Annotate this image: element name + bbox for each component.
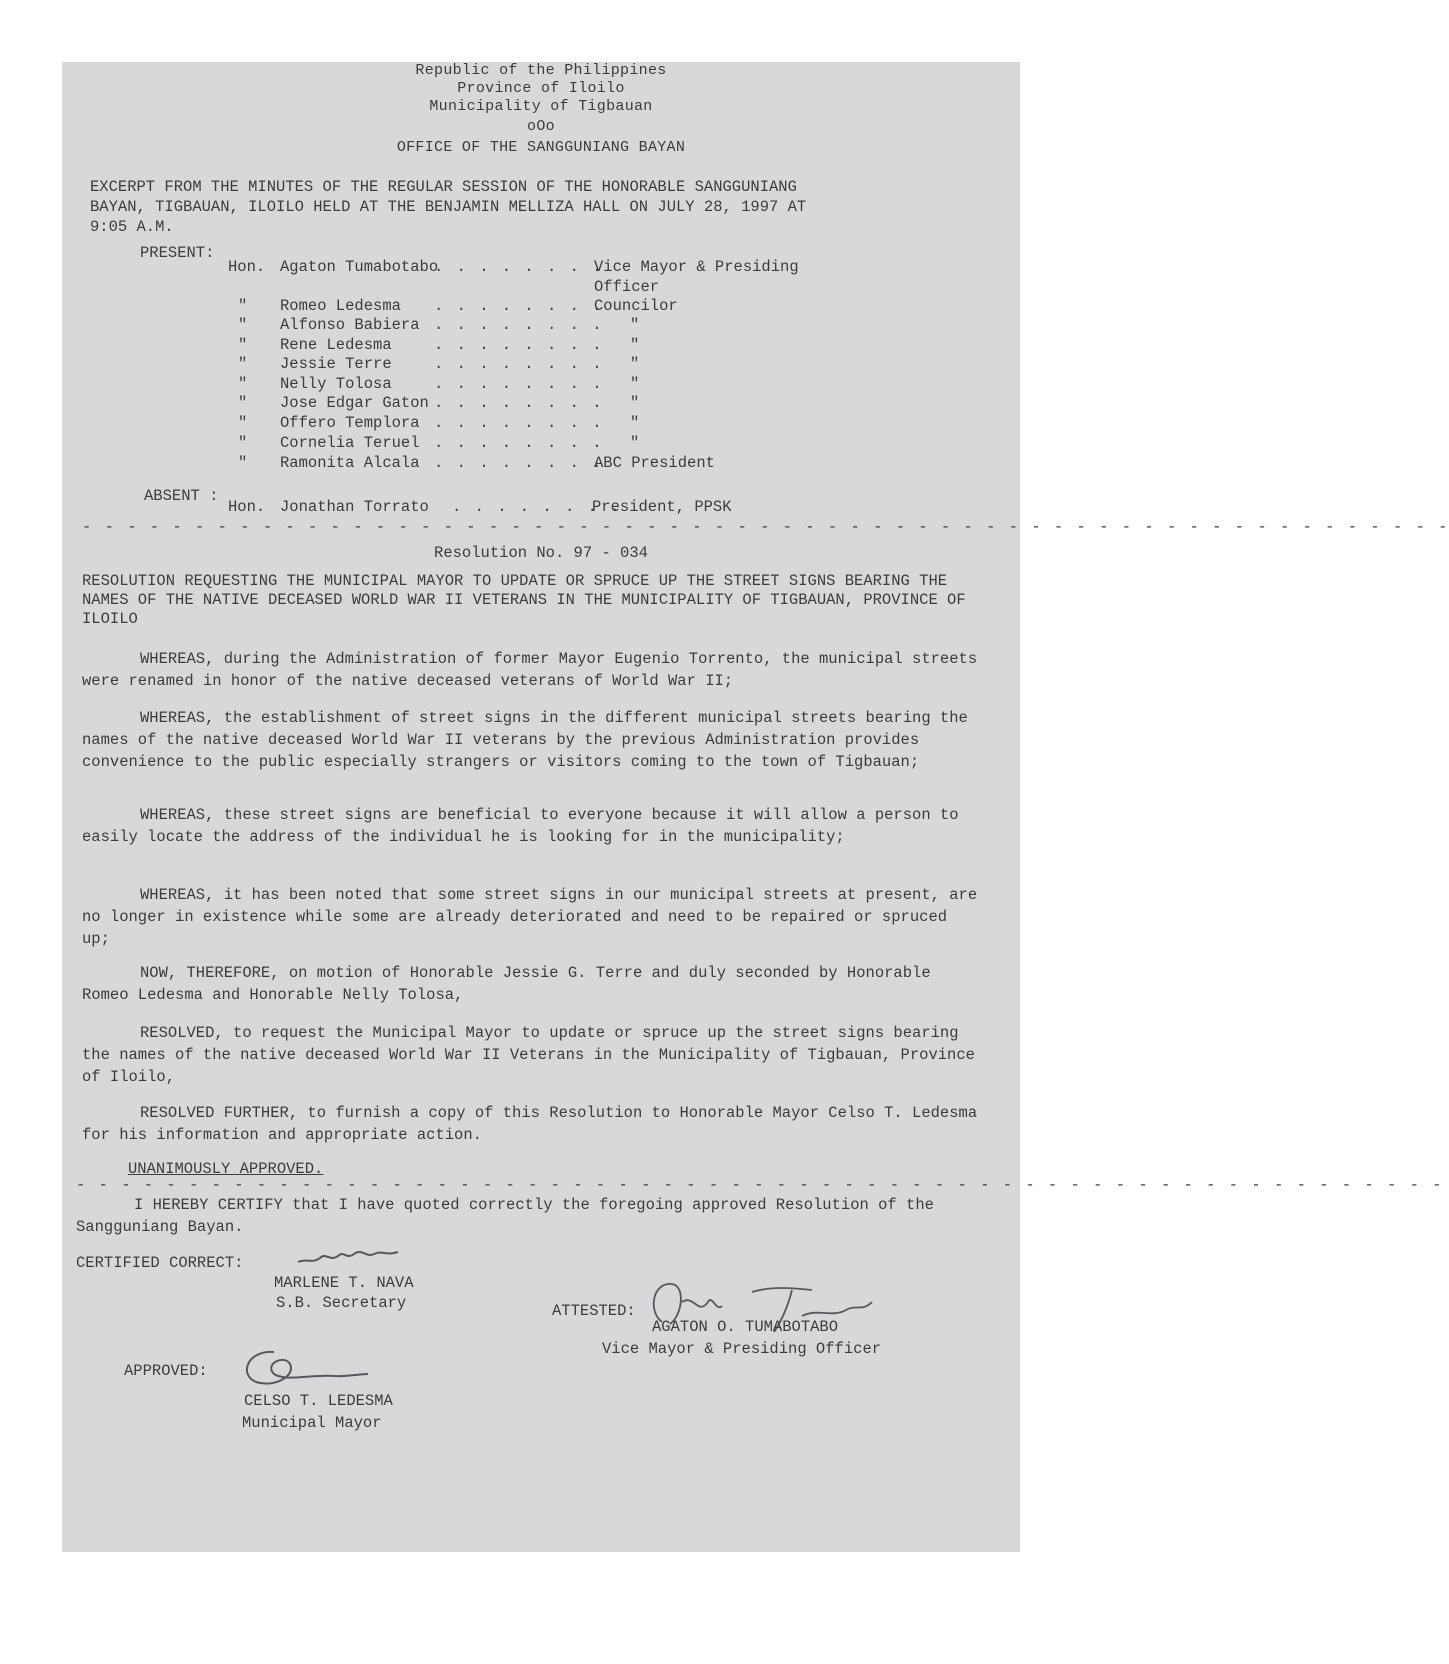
member-prefix: ": [238, 434, 248, 452]
member-role: Vice Mayor & Presiding: [594, 258, 799, 276]
leader-dots: . . . . . . . .: [434, 434, 604, 452]
vice-mayor-name: AGATON O. TUMABOTABO: [652, 1318, 839, 1336]
secretary-title: S.B. Secretary: [276, 1294, 407, 1312]
member-name: Jose Edgar Gaton: [280, 394, 429, 412]
certified-correct-label: CERTIFIED CORRECT:: [76, 1254, 244, 1272]
divider-bottom: - - - - - - - - - - - - - - - - - - - - - - - - - - - - - - - - - - - - - - - - - - - - - - - - - - - - - - - - - - - - -: [76, 1176, 1444, 1194]
member-role: Councilor: [594, 297, 678, 315]
absent-dots: . . . . . . . .: [452, 498, 622, 516]
member-prefix: ": [238, 336, 248, 354]
member-name: Romeo Ledesma: [280, 297, 401, 315]
header-line-3: Municipality of Tigbauan: [429, 98, 653, 115]
office-title: OFFICE OF THE SANGGUNIANG BAYAN: [396, 139, 686, 156]
absent-name: Jonathan Torrato: [280, 498, 429, 516]
member-role: ": [630, 316, 640, 334]
leader-dots: . . . . . . . .: [434, 394, 604, 412]
member-prefix: ": [238, 316, 248, 334]
document-page: [62, 62, 1449, 1552]
present-label: PRESENT:: [140, 244, 215, 262]
secretary-name: MARLENE T. NAVA: [274, 1274, 414, 1292]
member-prefix: Hon.: [228, 258, 266, 276]
leader-dots: . . . . . . . .: [434, 375, 604, 393]
resolution-number: Resolution No. 97 - 034: [434, 544, 648, 562]
leader-dots: . . . . . . . .: [434, 336, 604, 354]
member-prefix: ": [238, 375, 248, 393]
absent-role: President, PPSK: [592, 498, 732, 516]
whereas-3: WHEREAS, these street signs are beneficial to everyone because it will allow a person to easily locate the address of the individual he is looking for in the municipality;: [82, 806, 959, 846]
leader-dots: . . . . . . . .: [434, 297, 604, 315]
member-prefix: ": [238, 454, 248, 472]
secretary-signature: [294, 1240, 404, 1270]
absent-label: ABSENT :: [144, 487, 219, 505]
leader-dots: . . . . . . . .: [434, 316, 604, 334]
member-role: ": [630, 434, 640, 452]
absent-prefix: Hon.: [228, 498, 266, 516]
resolved: RESOLVED, to request the Municipal Mayor to update or spruce up the street signs bearing the names of the native deceased World War II Veterans in the Municipality of Tigbauan, Province of Iloilo,: [82, 1024, 975, 1086]
member-role: ": [630, 394, 640, 412]
whereas-4: WHEREAS, it has been noted that some street signs in our municipal streets at present, are no longer in existence while some are already deteriorated and need to be repaired or spruced up;: [82, 886, 978, 948]
member-name: Rene Ledesma: [280, 336, 392, 354]
member-prefix: ": [238, 297, 248, 315]
mayor-name: CELSO T. LEDESMA: [244, 1392, 393, 1410]
member-name: Ramonita Alcala: [280, 454, 420, 472]
member-name: Offero Templora: [280, 414, 420, 432]
leader-dots: . . . . . . . .: [434, 454, 604, 472]
member-role: Officer: [594, 278, 660, 296]
whereas-1: WHEREAS, during the Administration of former Mayor Eugenio Torrento, the municipal streets were renamed in honor of the native deceased veterans of World War II;: [82, 650, 978, 690]
whereas-2: WHEREAS, the establishment of street signs in the different municipal streets bearing the names of the native deceased World War II veterans by the previous Administration provides convenience to the public especially strangers or visitors coming to the town of Tigbauan;: [82, 709, 968, 771]
member-prefix: ": [238, 414, 248, 432]
approved-label: APPROVED:: [124, 1362, 208, 1380]
certify-statement: I HEREBY CERTIFY that I have quoted correctly the foregoing approved Resolution of the Sangguniang Bayan.: [76, 1196, 934, 1236]
member-role: ": [630, 336, 640, 354]
member-role: ": [630, 414, 640, 432]
unanimously-approved: UNANIMOUSLY APPROVED.: [128, 1160, 324, 1178]
member-name: Cornelia Teruel: [280, 434, 420, 452]
mayor-title: Municipal Mayor: [242, 1414, 382, 1432]
excerpt-line-1: EXCERPT FROM THE MINUTES OF THE REGULAR SESSION OF THE HONORABLE SANGGUNIANG: [90, 178, 797, 196]
member-name: Alfonso Babiera: [280, 316, 420, 334]
mayor-signature: [234, 1344, 374, 1390]
resolved-further: RESOLVED FURTHER, to furnish a copy of this Resolution to Honorable Mayor Celso T. Ledesma for his information and appropriate action.: [82, 1104, 978, 1144]
excerpt-line-2: BAYAN, TIGBAUAN, ILOILO HELD AT THE BENJAMIN MELLIZA HALL ON JULY 28, 1997 AT: [90, 198, 807, 216]
header-line-4: oOo: [527, 118, 555, 135]
excerpt-line-3: 9:05 A.M.: [90, 218, 174, 236]
member-name: Nelly Tolosa: [280, 375, 392, 393]
member-role: ABC President: [594, 454, 715, 472]
now-therefore: NOW, THEREFORE, on motion of Honorable Jessie G. Terre and duly seconded by Honorable Romeo Ledesma and Honorable Nelly Tolosa,: [82, 964, 931, 1004]
resolution-title: RESOLUTION REQUESTING THE MUNICIPAL MAYOR TO UPDATE OR SPRUCE UP THE STREET SIGNS BEARING THE NAMES OF THE NATIVE DECEASED WORLD WAR II VETERANS IN THE MUNICIPALITY OF TIGBAUAN, PROVINCE OF ILOILO: [82, 572, 966, 628]
header-line-1: Republic of the Philippines: [415, 62, 667, 79]
leader-dots: . . . . . . . .: [434, 414, 604, 432]
header-line-2: Province of Iloilo: [457, 80, 625, 97]
member-prefix: ": [238, 394, 248, 412]
vice-mayor-title: Vice Mayor & Presiding Officer: [602, 1340, 882, 1358]
attested-label: ATTESTED:: [552, 1302, 636, 1320]
member-role: ": [630, 375, 640, 393]
member-prefix: ": [238, 355, 248, 373]
divider-top: - - - - - - - - - - - - - - - - - - - - - - - - - - - - - - - - - - - - - - - - - - - - - - - - - - - - - - - - - - - - -: [82, 518, 1449, 536]
member-role: ": [630, 355, 640, 373]
leader-dots: . . . . . . . .: [434, 355, 604, 373]
member-name: Agaton Tumabotabo: [280, 258, 439, 276]
leader-dots: . . . . . . . .: [434, 258, 604, 276]
member-name: Jessie Terre: [280, 355, 392, 373]
